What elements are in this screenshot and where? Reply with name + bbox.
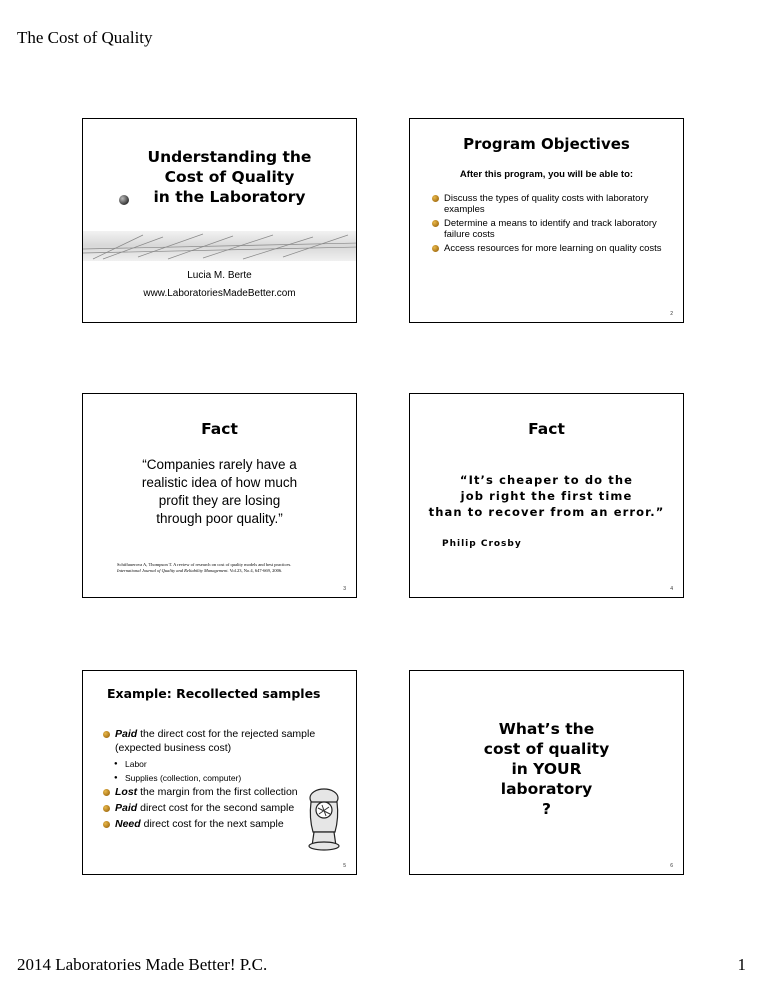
- bullet-icon: [432, 195, 439, 202]
- page-header: The Cost of Quality: [17, 28, 153, 47]
- title-line: Understanding the: [147, 148, 312, 166]
- slide-number: 6: [670, 863, 673, 869]
- author-website: www.LaboratoriesMadeBetter.com: [143, 288, 296, 299]
- quote-line: “Companies rarely have a: [142, 457, 297, 472]
- slide-number: 5: [343, 863, 346, 869]
- list-item: Access resources for more learning on quality costs: [432, 243, 669, 254]
- quote-attribution: Philip Crosby: [442, 539, 522, 549]
- decorative-band: [83, 231, 356, 261]
- bullet-icon: [103, 805, 110, 812]
- slide-5-title: Example: Recollected samples: [107, 686, 321, 701]
- citation: Schiffauerova A, Thompson T. A review of research on cost of quality models and best practices. International Journal of Quality and Reliability Management. Vol.23, No.4, 647-669, 2006.: [117, 562, 292, 573]
- slide-2-subtitle: After this program, you will be able to:: [459, 169, 634, 180]
- swoosh-lines-icon: [83, 231, 356, 261]
- author-name: Lucia M. Berte: [187, 270, 252, 281]
- bullet-icon: [103, 821, 110, 828]
- title-line: What’s the: [498, 720, 595, 738]
- objectives-list: [432, 193, 669, 257]
- title-line: in YOUR: [511, 760, 582, 778]
- title-line: Cost of Quality: [164, 168, 295, 186]
- quote-line: realistic idea of how much: [141, 475, 298, 490]
- list-item: Need direct cost for the next sample: [103, 817, 348, 831]
- title-line: laboratory: [500, 780, 593, 798]
- slide-4: [409, 393, 684, 598]
- quote-line: profit they are losing: [158, 493, 281, 508]
- list-item: Lost the margin from the first collection: [103, 785, 348, 799]
- slide-6: [409, 670, 684, 875]
- slide-1-author: [83, 267, 356, 303]
- title-line: ?: [542, 800, 551, 818]
- list-item: Discuss the types of quality costs with laboratory examples: [432, 193, 669, 215]
- title-line: in the Laboratory: [153, 188, 306, 206]
- list-item: Determine a means to identify and track laboratory failure costs: [432, 218, 669, 240]
- page-footer: 2014 Laboratories Made Better! P.C.: [17, 955, 268, 974]
- trash-can-icon: [304, 788, 344, 852]
- bullet-icon: [103, 731, 110, 738]
- slide-3-title: Fact: [201, 420, 238, 438]
- page-number: 1: [737, 955, 746, 974]
- slide-1-title: [113, 147, 346, 207]
- sub-list-item: ● Labor: [103, 757, 348, 771]
- list-item: Paid direct cost for the second sample: [103, 801, 348, 815]
- slide-2: [409, 118, 684, 323]
- slide-6-title: [410, 719, 683, 819]
- quote-line: “It’s cheaper to do the: [459, 473, 634, 487]
- list-item: Paid the direct cost for the rejected sample (expected business cost): [103, 727, 348, 755]
- quote-line: job right the first time: [460, 489, 633, 503]
- slide-3: [82, 393, 357, 598]
- slide-3-quote: [83, 456, 356, 528]
- quote-line: through poor quality.”: [156, 511, 283, 526]
- slide-4-quote: [410, 472, 683, 520]
- sub-list-item: ● Supplies (collection, computer): [103, 771, 348, 785]
- bullet-icon: [103, 789, 110, 796]
- slide-4-title: Fact: [528, 420, 565, 438]
- slide-number: 4: [670, 586, 673, 592]
- slide-number: 2: [670, 311, 673, 317]
- slide-number: 3: [343, 586, 346, 592]
- globe-icon: [119, 195, 129, 205]
- slide-2-title: Program Objectives: [463, 135, 630, 153]
- slide-1: [82, 118, 357, 323]
- slide-5: [82, 670, 357, 875]
- quote-line: than to recover from an error.”: [428, 505, 665, 519]
- bullet-icon: [432, 245, 439, 252]
- title-line: cost of quality: [483, 740, 610, 758]
- bullet-icon: [432, 220, 439, 227]
